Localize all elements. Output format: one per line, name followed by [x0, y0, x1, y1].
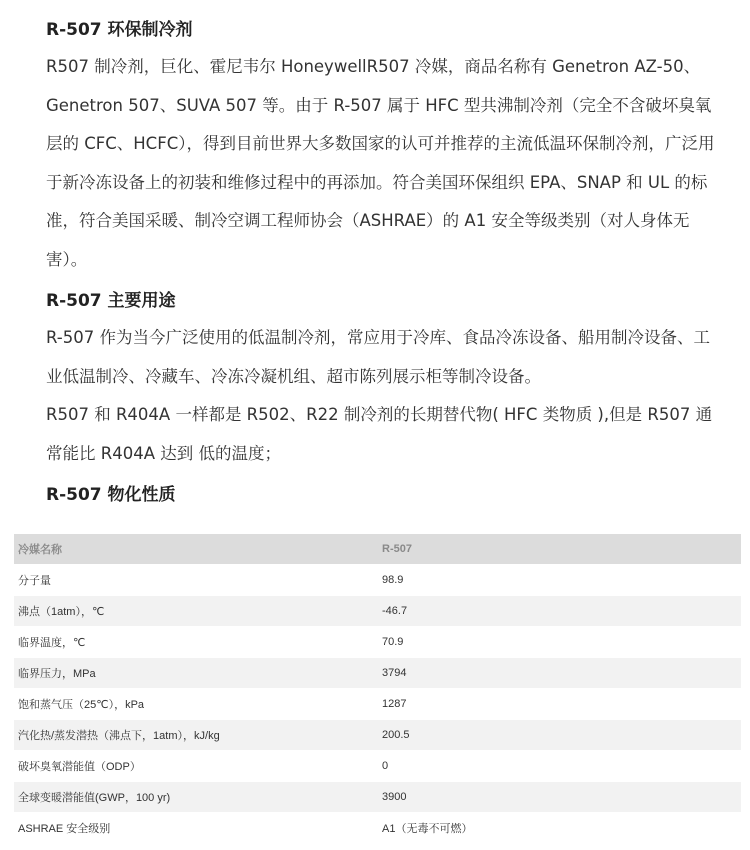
property-value: 70.9	[378, 627, 741, 658]
table-row	[14, 813, 741, 844]
property-value: 98.9	[378, 565, 741, 596]
section-heading-environmental: R-507 环保制冷剂	[46, 20, 193, 40]
property-name: 破坏臭氧潜能值（ODP）	[14, 751, 378, 782]
property-name: 临界温度，℃	[14, 627, 378, 658]
table-row	[14, 658, 741, 689]
property-value: 3794	[378, 658, 741, 689]
property-value: 3900	[378, 782, 741, 813]
replacement-paragraph: R507 和 R404A 一样都是 R502、R22 制冷剂的长期替代物( HFC 类物质 ),但是 R507 通常能比 R404A 达到 低的温度；	[46, 405, 713, 463]
property-name: 临界压力，MPa	[14, 658, 378, 689]
properties-table	[14, 534, 741, 844]
table-row	[14, 782, 741, 813]
table-row	[14, 751, 741, 782]
table-row	[14, 596, 741, 627]
table-row	[14, 627, 741, 658]
article	[46, 12, 726, 513]
property-name: 沸点（1atm），℃	[14, 596, 378, 627]
property-value: 200.5	[378, 720, 741, 751]
property-name: ASHRAE 安全级别	[14, 813, 378, 844]
property-name: 分子量	[14, 565, 378, 596]
usage-paragraph: R-507 作为当今广泛使用的低温制冷剂，常应用于冷库、食品冷冻设备、船用制冷设备、工业低温制冷、冷藏车、冷冻冷凝机组、超市陈列展示柜等制冷设备。	[46, 328, 710, 386]
property-value: -46.7	[378, 596, 741, 627]
table-row	[14, 689, 741, 720]
table-row	[14, 565, 741, 596]
property-value: A1（无毒不可燃）	[378, 813, 741, 844]
table-header-name: 冷媒名称	[14, 534, 378, 565]
table-header-value: R-507	[378, 534, 741, 565]
section-heading-usage: R-507 主要用途	[46, 291, 176, 311]
property-value: 1287	[378, 689, 741, 720]
section-heading-properties: R-507 物化性质	[46, 485, 176, 505]
property-name: 全球变暖潜能值(GWP，100 yr)	[14, 782, 378, 813]
property-name: 汽化热/蒸发潜热（沸点下，1atm），kJ/kg	[14, 720, 378, 751]
table-header-row	[14, 534, 741, 565]
property-name: 饱和蒸气压（25℃），kPa	[14, 689, 378, 720]
table-row	[14, 720, 741, 751]
intro-paragraph: R507 制冷剂，巨化、霍尼韦尔 HoneywellR507 冷媒，商品名称有 Genetron AZ-50、Genetron 507、SUVA 507 等。由于 R-507 属于 HFC 型共沸制冷剂（完全不含破坏臭氧层的 CFC、HCFC），得到目前世界大多数国家的认可并推荐的主流低温环保制冷剂，广泛用于新冷冻设备上的初装和维修过程中的再添加。符合美国环保组织 EPA、SNAP 和 UL 的标准，符合美国采暖、制冷空调工程师协会（ASHRAE）的 A1 安全等级类别（对人身体无害）。	[46, 57, 715, 269]
property-value: 0	[378, 751, 741, 782]
